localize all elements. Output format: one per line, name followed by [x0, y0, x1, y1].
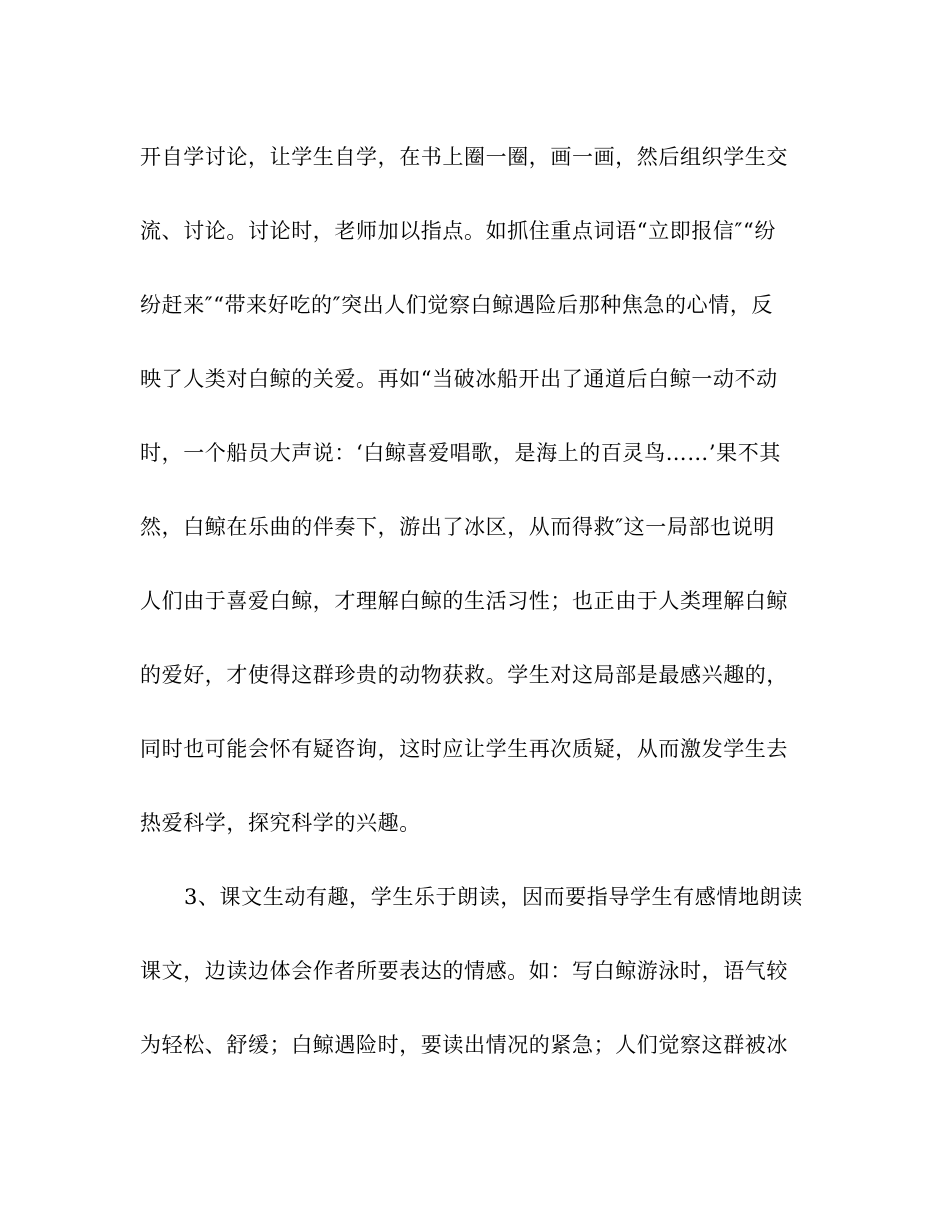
text-line-12: 课文，边读边体会作者所要表达的情感。如：写白鲸游泳时，语气较 [140, 959, 788, 983]
text-line-10: 热爱科学，探究科学的兴趣。 [140, 811, 421, 835]
text-line-5: 时，一个船员大声说：‘白鲸喜爱唱歌，是海上的百灵鸟……’果不其 [140, 441, 781, 465]
text-line-8: 的爱好，才使得这群珍贵的动物获救。学生对这局部是最感兴趣的， [140, 663, 788, 687]
text-line-7: 人们由于喜爱白鲸，才理解白鲸的生活习性；也正由于人类理解白鲸 [140, 589, 788, 613]
text-line-4: 映了人类对白鲸的关爱。再如“当破冰船开出了通道后白鲸一动不动 [140, 367, 778, 391]
text-line-13: 为轻松、舒缓；白鲸遇险时，要读出情况的紧急；人们觉察这群被冰 [140, 1033, 788, 1057]
text-line-9: 同时也可能会怀有疑咨询，这时应让学生再次质疑，从而激发学生去 [140, 737, 788, 761]
text-line-2: 流、讨论。讨论时，老师加以指点。如抓住重点词语“立即报信″“纷 [140, 219, 776, 243]
text-line-11: 3、课文生动有趣，学生乐于朗读，因而要指导学生有感情地朗读 [184, 885, 803, 909]
body-text [140, 134, 810, 1096]
text-line-3: 纷赶来″“带来好吃的″突出人们觉察白鲸遇险后那种焦急的心情，反 [140, 293, 774, 317]
text-line-6: 然，白鲸在乐曲的伴奏下，游出了冰区，从而得救″这一局部也说明 [140, 515, 775, 539]
text-line-1: 开自学讨论，让学生自学，在书上圈一圈，画一画，然后组织学生交 [140, 145, 788, 169]
